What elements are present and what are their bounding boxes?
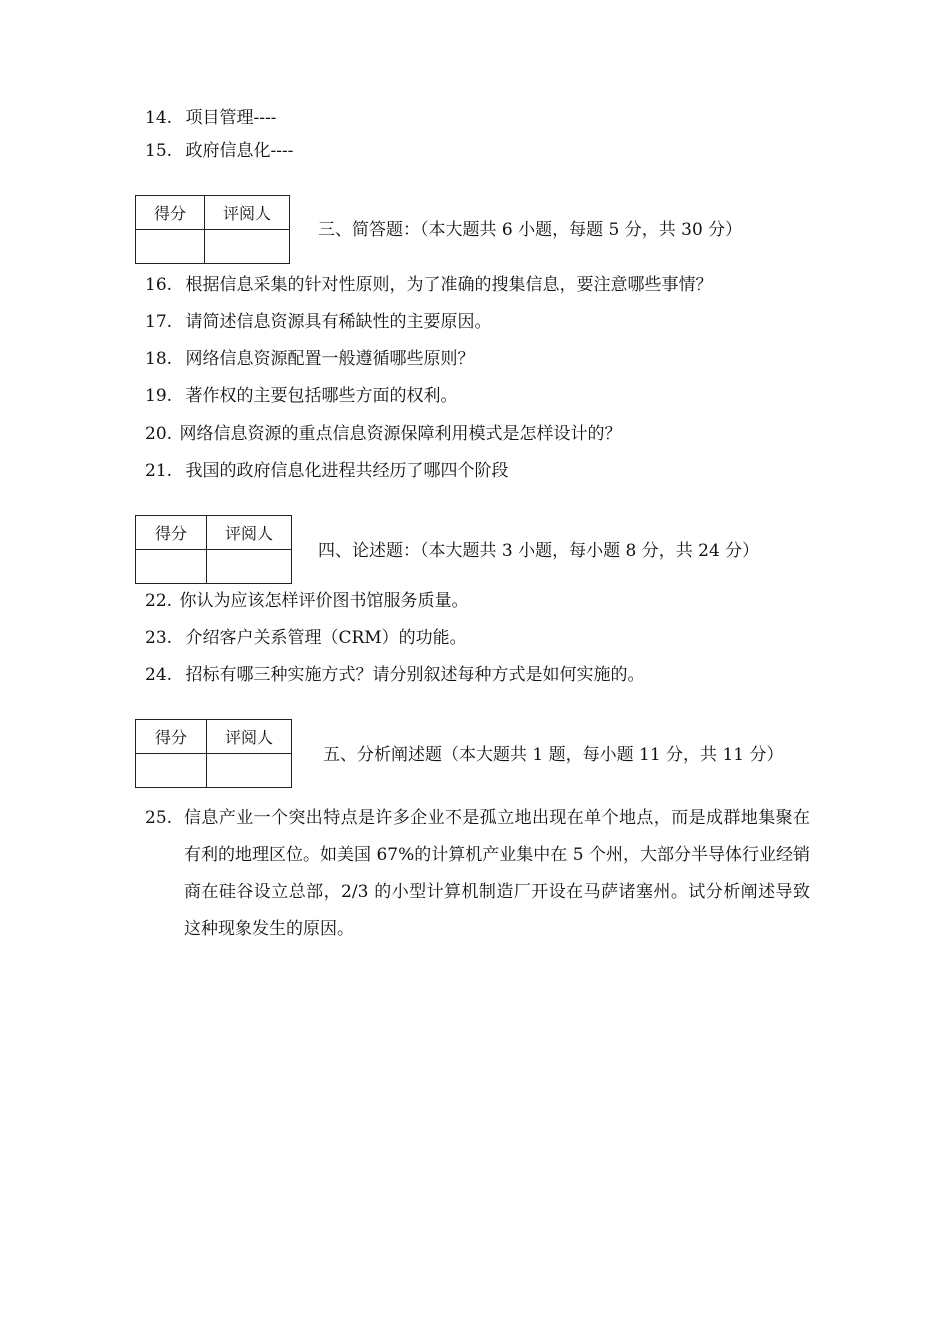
question-text: 信息产业一个突出特点是许多企业不是孤立地出现在单个地点，而是成群地集聚在有利的地理区位。如美国 67%的计算机产业集中在 5 个州，大部分半导体行业经销商在硅谷设立总部，2/3 的小型计算机制造厂开设在马萨诸塞州。试分析阐述导致这种现象发生的原因。 — [184, 808, 810, 939]
question-17 — [145, 311, 491, 333]
reviewer-label: 评阅人 — [207, 516, 292, 550]
question-text: 介绍客户关系管理（CRM）的功能。 — [185, 628, 467, 648]
question-text: 根据信息采集的针对性原则，为了准确的搜集信息，要注意哪些事情？ — [185, 275, 713, 295]
question-text: 请简述信息资源具有稀缺性的主要原因。 — [185, 312, 492, 332]
question-number: 19. — [145, 386, 173, 406]
question-text: 网络信息资源的重点信息资源保障利用模式是怎样设计的？ — [179, 424, 622, 444]
section3-heading: 三、简答题：（本大题共 6 小题，每题 5 分，共 30 分） — [318, 220, 743, 240]
question-number: 16. — [145, 275, 173, 295]
question-number: 25. — [145, 808, 173, 828]
score-label: 得分 — [136, 720, 207, 754]
reviewer-cell — [207, 550, 292, 584]
question-text: 政府信息化---- — [185, 141, 294, 161]
question-25 — [145, 800, 810, 948]
question-21 — [145, 460, 508, 482]
question-text: 你认为应该怎样评价图书馆服务质量。 — [179, 591, 469, 611]
score-table-section5 — [135, 719, 292, 788]
score-cell — [136, 754, 207, 788]
question-text: 著作权的主要包括哪些方面的权利。 — [185, 386, 458, 406]
question-number: 17. — [145, 312, 173, 332]
question-22 — [145, 590, 468, 612]
question-number: 14. — [145, 108, 173, 128]
question-number: 24. — [145, 665, 173, 685]
question-15 — [145, 140, 293, 162]
reviewer-label: 评阅人 — [207, 720, 292, 754]
question-23 — [145, 627, 467, 649]
question-number: 23. — [145, 628, 173, 648]
section4-heading: 四、论述题：（本大题共 3 小题，每小题 8 分，共 24 分） — [318, 541, 760, 561]
section5-heading: 五、分析阐述题（本大题共 1 题，每小题 11 分，共 11 分） — [323, 745, 784, 765]
question-18 — [145, 348, 474, 370]
reviewer-label: 评阅人 — [205, 196, 290, 230]
score-label: 得分 — [136, 516, 207, 550]
reviewer-cell — [205, 230, 290, 264]
question-number: 22. — [145, 591, 173, 611]
question-14 — [145, 107, 276, 129]
question-24 — [145, 664, 644, 686]
score-label: 得分 — [136, 196, 205, 230]
score-table-section3 — [135, 195, 290, 264]
question-text: 网络信息资源配置一般遵循哪些原则？ — [185, 349, 475, 369]
question-number: 21. — [145, 461, 173, 481]
score-cell — [136, 550, 207, 584]
question-text: 我国的政府信息化进程共经历了哪四个阶段 — [185, 461, 509, 481]
question-20 — [145, 423, 621, 445]
question-number: 20. — [145, 424, 173, 444]
question-19 — [145, 385, 457, 407]
score-table-section4 — [135, 515, 292, 584]
question-number: 15. — [145, 141, 173, 161]
question-text: 项目管理---- — [185, 108, 277, 128]
question-16 — [145, 274, 712, 296]
reviewer-cell — [207, 754, 292, 788]
question-text: 招标有哪三种实施方式？请分别叙述每种方式是如何实施的。 — [185, 665, 645, 685]
score-cell — [136, 230, 205, 264]
question-number: 18. — [145, 349, 173, 369]
